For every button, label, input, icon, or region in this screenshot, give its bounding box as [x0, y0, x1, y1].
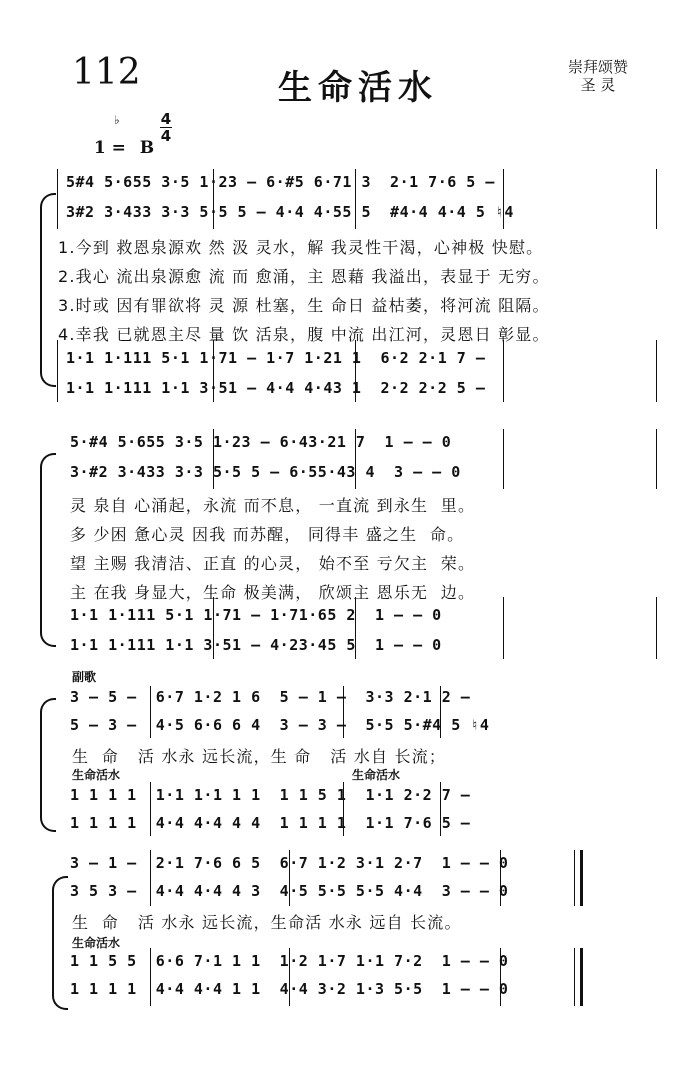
lyric-verse-4: 4.幸我 已就恩主尽 量 饮 活泉，腹 中流 出江河，灵恩日 彰显。 — [58, 325, 550, 344]
score-system-chorus-1 — [0, 668, 700, 838]
system-brace — [40, 453, 56, 647]
soprano-line: 3 – 1 – 2·1 7·6 6 5 6·7 1·2 3·1 2·7 1 – – 0 — [70, 854, 509, 872]
soprano-line: 5·#4 5·655 3·5 1·23 – 6·43·21 7 1 – – 0 — [70, 433, 452, 451]
tenor-line: 1 1 5 5 6·6 7·1 1 1 1·2 1·7 1·1 7·2 1 – – 0 — [70, 952, 509, 970]
chorus-label: 副歌 — [72, 670, 97, 684]
key-note: B — [139, 138, 155, 158]
lyric-verse-3: 3.时或 因有罪欲将 灵 源 杜塞，生 命日 益枯萎，将河流 阻隔。 — [58, 296, 550, 315]
lyric-verse-4: 主 在我 身显大，生命 极美满， 欣颂主 恩乐无 边。 — [70, 583, 476, 602]
tenor-line: 1·1 1·111 5·1 1·71 – 1·71·65 2 1 – – 0 — [70, 606, 442, 624]
tenor-line: 1·1 1·111 5·1 1·71 – 1·7 1·21 1 6·2 2·1 7 – — [66, 349, 486, 367]
men-voice-label: 生命活水 — [352, 768, 401, 782]
hymn-number: 112 — [72, 52, 141, 93]
alto-line: 3#2 3·433 3·3 5·5 5 – 4·4 4·55 5 #4·4 4·4 5 ♮4 — [66, 203, 514, 221]
hymn-title: 生命活水 — [278, 68, 438, 108]
men-voice-label: 生命活水 — [72, 768, 121, 782]
alto-line: 3·#2 3·433 3·3 5·5 5 – 6·55·43 4 3 – – 0 — [70, 463, 461, 481]
time-signature-top: 4 — [160, 110, 172, 128]
bass-line: 1 1 1 1 4·4 4·4 4 4 1 1 1 1 1·1 7·6 5 – — [70, 814, 471, 832]
category-line-1: 崇拜颂赞 — [567, 58, 628, 76]
score-system-1 — [0, 165, 700, 410]
lyric-verse-1: 1.今到 救恩泉源欢 然 汲 灵水，解 我灵性干渴，心神极 快慰。 — [58, 238, 544, 257]
men-voice-label: 生命活水 — [72, 936, 121, 950]
time-signature — [160, 112, 172, 143]
lyric-verse-1: 灵 泉自 心涌起，永流 而不息， 一直流 到永生 里。 — [70, 496, 476, 515]
lyric-verse-2: 2.我心 流出泉源愈 流 而 愈涌，主 恩藉 我溢出，表显于 无穷。 — [58, 267, 550, 286]
lyric-verse-2: 多 少困 惫心灵 因我 而苏醒， 同得丰 盛之生 命。 — [70, 525, 465, 544]
key-prefix: 1 = — [93, 138, 132, 158]
chorus-lyric: 生 命 活 水永 远长流，生命活 水永 远自 长流。 — [72, 913, 462, 932]
category-line-2: 圣 灵 — [580, 76, 616, 94]
score-system-chorus-2 — [0, 848, 700, 1018]
hymn-category — [562, 58, 634, 94]
soprano-line: 5#4 5·655 3·5 1·23 – 6·#5 6·71 3 2·1 7·6 5 – — [66, 173, 495, 191]
bass-line: 1 1 1 1 4·4 4·4 1 1 4·4 3·2 1·3 5·5 1 – – 0 — [70, 980, 509, 998]
bass-line: 1·1 1·111 1·1 3·51 – 4·23·45 5 1 – – 0 — [70, 636, 442, 654]
time-signature-bottom: 4 — [160, 127, 172, 145]
bass-line: 1·1 1·111 1·1 3·51 – 4·4 4·43 1 2·2 2·2 5 – — [66, 379, 486, 397]
tenor-line: 1 1 1 1 1·1 1·1 1 1 1 1 5 1 1·1 2·2 7 – — [70, 786, 471, 804]
soprano-line: 3 – 5 – 6·7 1·2 1 6 5 – 1 – 3·3 2·1 2 – — [70, 688, 471, 706]
system-brace — [40, 698, 56, 832]
flat-symbol: ♭ — [114, 113, 120, 127]
score-system-2 — [0, 425, 700, 665]
lyric-verse-3: 望 主赐 我清洁、正直 的心灵， 始不至 亏欠主 荣。 — [70, 554, 476, 573]
chorus-lyric: 生 命 活 水永 远长流，生 命 活 水自 长流； — [72, 747, 447, 766]
system-brace — [40, 193, 56, 387]
key-signature — [82, 113, 155, 158]
system-brace — [52, 876, 68, 1010]
alto-line: 3 5 3 – 4·4 4·4 4 3 4·5 5·5 5·5 4·4 3 – – 0 — [70, 882, 509, 900]
alto-line: 5 – 3 – 4·5 6·6 6 4 3 – 3 – 5·5 5·#4 5 ♮4 — [70, 716, 490, 734]
